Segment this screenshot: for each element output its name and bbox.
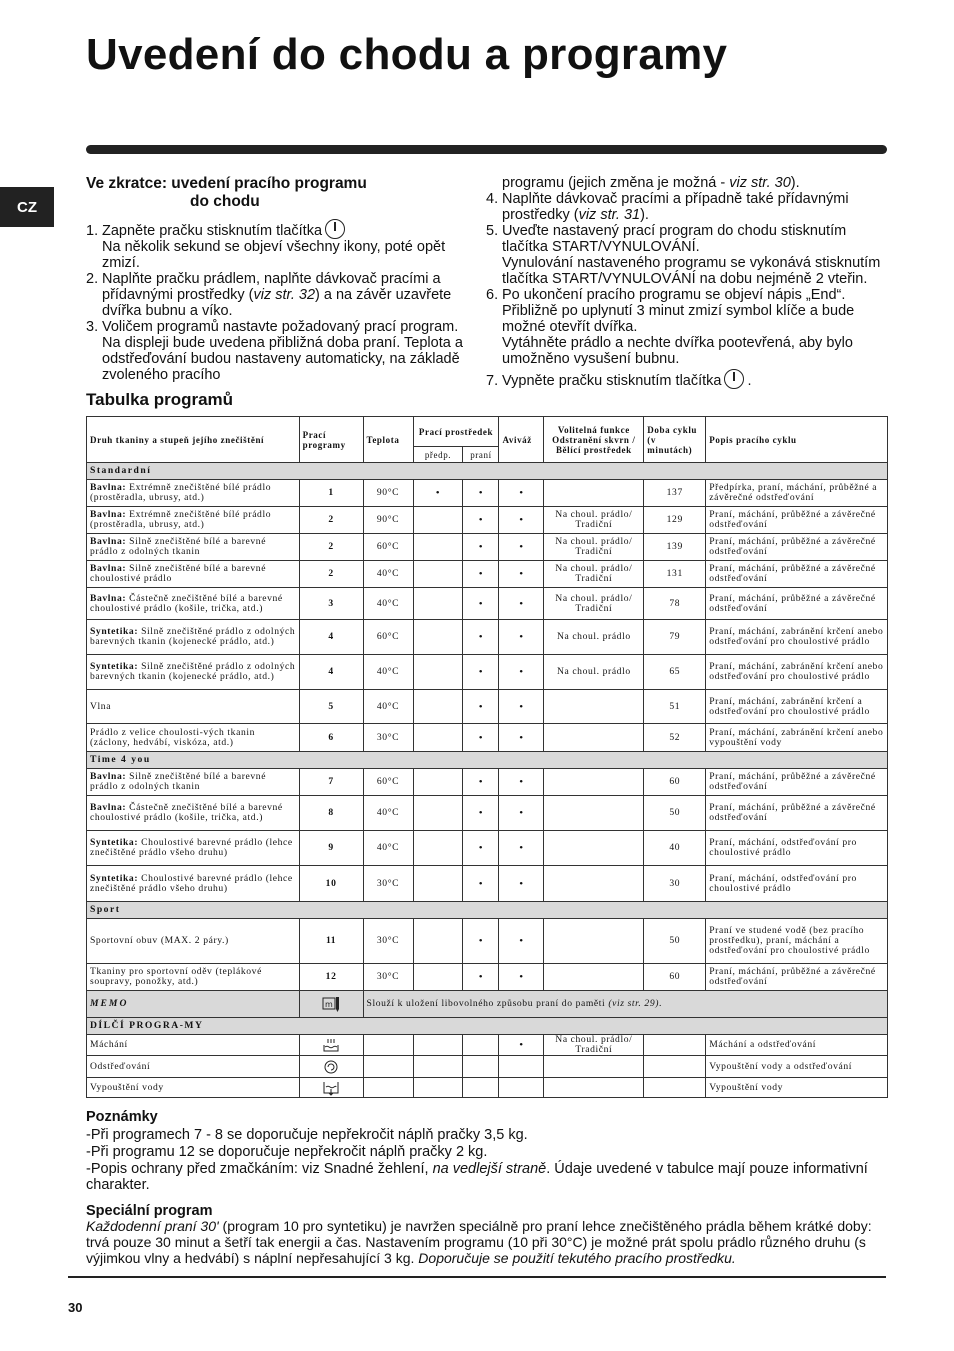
- fabric-cell: [87, 507, 300, 534]
- step-2: 2. Naplňte pračku prádlem, naplňte dávkovač pracími a přídavnými prostředky (viz str. 32) a na závěr uzavřete dvířka bubnu a víko.: [86, 271, 452, 319]
- fabric-cell: [87, 866, 300, 902]
- prewash-dot: [413, 866, 463, 902]
- cycle-description: Praní ve studené vodě (bez pracího prostředku), praní, máchání a odstřeďování pro choulostivé prádlo: [706, 919, 888, 964]
- temperature: 60°C: [363, 534, 413, 561]
- section-partial: [87, 1018, 888, 1035]
- empty-cell: [363, 1035, 413, 1056]
- partial-row: [87, 1078, 888, 1098]
- fabric-type: Syntetika:: [90, 872, 139, 884]
- quick-start-right: [486, 175, 896, 389]
- header-wash: praní: [463, 447, 499, 463]
- program-number: 10: [299, 866, 363, 902]
- wash-dot: •: [463, 588, 499, 620]
- fabric-cell: [87, 919, 300, 964]
- program-row: [87, 480, 888, 507]
- program-table: [86, 416, 888, 1098]
- fabric-cell: [87, 724, 300, 752]
- duration: 40: [644, 831, 706, 866]
- duration: 129: [644, 507, 706, 534]
- header-description: Popis pracího cyklu: [706, 417, 888, 463]
- header-fabric: Druh tkaniny a stupeň jejího znečištění: [87, 417, 300, 463]
- rinse-icon: [299, 1035, 363, 1056]
- temperature: 40°C: [363, 588, 413, 620]
- program-number: 7: [299, 769, 363, 796]
- fabric-desc: Prádlo z velice choulosti-vých tkanin (záclony, hedvábí, viskóza, atd.): [90, 726, 256, 748]
- option-cell: Na choul. prádlo/ Tradiční: [544, 588, 644, 620]
- empty-cell: [413, 1078, 463, 1098]
- section-time4you-label: Time 4 you: [87, 752, 888, 769]
- memo-row: [87, 991, 888, 1018]
- fabric-type: Bavlna:: [90, 592, 127, 604]
- duration: 131: [644, 561, 706, 588]
- prewash-dot: [413, 561, 463, 588]
- fabric-type: Bavlna:: [90, 482, 127, 493]
- temperature: 60°C: [363, 620, 413, 655]
- wash-dot: •: [463, 769, 499, 796]
- fabric-desc: Choulostivé barevné prádlo (lehce znečištěné prádlo všeho druhu): [90, 837, 293, 858]
- temperature: 90°C: [363, 480, 413, 507]
- softener-dot: •: [499, 964, 544, 991]
- option-cell: [544, 964, 644, 991]
- temperature: 40°C: [363, 655, 413, 690]
- option-cell: Na choul. prádlo: [544, 655, 644, 690]
- special-text: Každodenní praní 30' (program 10 pro syntetiku) je navržen speciálně pro praní lehce znečištěného prádla během krátké doby: trvá pouze 30 minut a šetří tak energii a čas. Nastavením programu (10 při 30°C) je možné prát spolu prádlo různého druhu (s výjimkou vlny a hedvábí) s náplní nepřesahující 3 kg. Doporučuje se použití tekutého pracího prostředku.: [86, 1218, 872, 1266]
- program-number: 5: [299, 690, 363, 724]
- program-number: 12: [299, 964, 363, 991]
- wash-dot: •: [463, 964, 499, 991]
- softener-dot: •: [499, 588, 544, 620]
- fabric-desc: Silně znečištěné prádlo z odolných barevných tkanin (kojenecké prádlo, atd.): [90, 626, 296, 647]
- header-program: Prací programy: [299, 417, 363, 463]
- program-row: [87, 534, 888, 561]
- fabric-type: Bavlna:: [90, 771, 127, 782]
- fabric-desc: Extrémně znečištěné bílé prádlo (prostěradla, ubrusy, atd.): [90, 509, 272, 530]
- softener-dot: •: [499, 866, 544, 902]
- program-number: 9: [299, 831, 363, 866]
- duration: 137: [644, 480, 706, 507]
- footer-rule: [68, 1276, 886, 1278]
- wash-dot: •: [463, 561, 499, 588]
- power-icon: [724, 369, 744, 389]
- wash-dot: •: [463, 831, 499, 866]
- softener-dot: •: [499, 831, 544, 866]
- option-cell: [544, 919, 644, 964]
- fabric-cell: [87, 588, 300, 620]
- prewash-dot: [413, 964, 463, 991]
- empty-cell: [363, 1056, 413, 1078]
- prewash-dot: [413, 534, 463, 561]
- fabric-cell: [87, 690, 300, 724]
- title-rule: [86, 145, 887, 154]
- cycle-description: Praní, máchání, průběžné a závěrečné odstřeďování: [706, 561, 888, 588]
- fabric-desc: Extrémně znečištěné bílé prádlo (prostěradla, ubrusy, atd.): [90, 482, 272, 503]
- option-cell: [544, 796, 644, 831]
- temperature: 40°C: [363, 690, 413, 724]
- duration: 78: [644, 588, 706, 620]
- empty-cell: [644, 1056, 706, 1078]
- program-row: [87, 769, 888, 796]
- program-row: [87, 507, 888, 534]
- duration: 60: [644, 964, 706, 991]
- fabric-type: Bavlna:: [90, 509, 127, 520]
- temperature: 40°C: [363, 831, 413, 866]
- wash-dot: •: [463, 655, 499, 690]
- header-prewash: předp.: [413, 447, 463, 463]
- program-number: 4: [299, 655, 363, 690]
- step-5: 5. Uveďte nastavený prací program do chodu stisknutím tlačítka START/VYNULOVÁNÍ. Vynulování nastaveného programu se vykonává stisknutím tlačítka START/VYNULOVÁNÍ na dobu nejméně 2 vteřin.: [486, 223, 881, 287]
- fabric-desc: Choulostivé barevné prádlo (lehce znečištěné prádlo všeho druhu): [90, 872, 293, 894]
- program-row: [87, 964, 888, 991]
- empty-cell: [463, 1035, 499, 1056]
- page-number: 30: [68, 1300, 83, 1315]
- option-cell: [544, 1056, 644, 1078]
- temperature: 60°C: [363, 769, 413, 796]
- cycle-description: Vypouštění vody: [706, 1078, 888, 1098]
- step-3-cont: programu (jejich změna je možná - viz str. 30).: [502, 175, 800, 191]
- fabric-cell: [87, 964, 300, 991]
- empty-cell: [644, 1078, 706, 1098]
- option-cell: Na choul. prádlo/ Tradiční: [544, 1035, 644, 1056]
- temperature: 30°C: [363, 919, 413, 964]
- prewash-dot: [413, 690, 463, 724]
- fabric-cell: [87, 534, 300, 561]
- softener-dot: •: [499, 561, 544, 588]
- option-cell: [544, 480, 644, 507]
- partial-row: [87, 1035, 888, 1056]
- option-cell: [544, 690, 644, 724]
- program-row: [87, 588, 888, 620]
- step-1: 1. Zapněte pračku stisknutím tlačítka Na několik sekund se objeví všechny ikony, poté opět zmizí.: [86, 219, 471, 271]
- empty-cell: [413, 1035, 463, 1056]
- section-sport-label: Sport: [87, 902, 888, 919]
- note-1: -Při programech 7 - 8 se doporučuje nepřekročit náplň pračky 3,5 kg.: [86, 1126, 528, 1143]
- fabric-type: Syntetika:: [90, 837, 139, 848]
- cycle-description: Máchání a odstřeďování: [706, 1035, 888, 1056]
- fabric-cell: [87, 831, 300, 866]
- duration: 60: [644, 769, 706, 796]
- softener-dot: •: [499, 534, 544, 561]
- fabric-desc: Vlna: [90, 700, 112, 712]
- partial-name: Vypouštění vody: [87, 1078, 300, 1098]
- duration: 51: [644, 690, 706, 724]
- option-cell: [544, 1078, 644, 1098]
- prewash-dot: [413, 796, 463, 831]
- section-sport: [87, 902, 888, 919]
- softener-dot: •: [499, 690, 544, 724]
- program-number: 2: [299, 507, 363, 534]
- fabric-cell: [87, 796, 300, 831]
- step-6: 6. Po ukončení pracího programu se objeví nápis „End“. Přibližně po uplynutí 3 minut zmizí symbol klíče a bude možné otevřít dvířka. Vytáhněte prádlo a nechte dvířka pootevřená, aby bylo umožněno vysušení bubnu.: [486, 287, 855, 367]
- header-options: Volitelná funkce Odstranění skvrn / Bělící prostředek: [544, 417, 644, 463]
- notes-heading: Poznámky: [86, 1109, 158, 1125]
- duration: 50: [644, 919, 706, 964]
- option-cell: [544, 831, 644, 866]
- cycle-description: Praní, máchání, zabránění krčení anebo vypouštění vody: [706, 724, 888, 752]
- drain-icon: [299, 1078, 363, 1098]
- prewash-dot: •: [413, 480, 463, 507]
- note-2: -Při programu 12 se doporučuje nepřekročit náplň pračky 2 kg.: [86, 1144, 488, 1160]
- cycle-description: Praní, máchání, průběžné a závěrečné odstřeďování: [706, 964, 888, 991]
- program-number: 1: [299, 480, 363, 507]
- fabric-desc: Silně znečištěné prádlo z odolných barevných tkanin (kojenecké prádlo, atd.): [90, 661, 296, 682]
- empty-cell: [463, 1056, 499, 1078]
- quick-start-left: [86, 175, 471, 383]
- option-cell: [544, 866, 644, 902]
- fabric-cell: [87, 480, 300, 507]
- step-7: 7. Vypněte pračku stisknutím tlačítka .: [486, 369, 896, 389]
- softener-dot: •: [499, 620, 544, 655]
- quick-start-heading: Ve zkratce: uvedení pracího programu do chodu: [86, 175, 367, 210]
- cycle-description: Praní, máchání, odstřeďování pro choulostivé prádlo: [706, 866, 888, 902]
- wash-dot: •: [463, 796, 499, 831]
- wash-dot: •: [463, 534, 499, 561]
- header-softener: Aviváž: [499, 417, 544, 463]
- duration: 30: [644, 866, 706, 902]
- cycle-description: Praní, máchání, průběžné a závěrečné odstřeďování: [706, 796, 888, 831]
- program-row: [87, 620, 888, 655]
- fabric-type: Bavlna:: [90, 536, 127, 547]
- option-cell: Na choul. prádlo/ Tradiční: [544, 507, 644, 534]
- duration: 79: [644, 620, 706, 655]
- partial-name: Máchání: [87, 1035, 300, 1056]
- empty-cell: [463, 1078, 499, 1098]
- prewash-dot: [413, 507, 463, 534]
- wash-dot: •: [463, 507, 499, 534]
- temperature: 40°C: [363, 561, 413, 588]
- prewash-dot: [413, 724, 463, 752]
- partial-row: [87, 1056, 888, 1078]
- fabric-cell: [87, 620, 300, 655]
- program-number: 2: [299, 561, 363, 588]
- program-number: 6: [299, 724, 363, 752]
- cycle-description: Praní, máchání, průběžné a závěrečné odstřeďování: [706, 769, 888, 796]
- program-number: 2: [299, 534, 363, 561]
- memo-icon: [299, 991, 363, 1018]
- program-number: 11: [299, 919, 363, 964]
- fabric-desc: Tkaniny pro sportovní oděv (teplákové soupravy, ponožky, atd.): [90, 966, 262, 987]
- fabric-type: Syntetika:: [90, 626, 139, 637]
- duration: 65: [644, 655, 706, 690]
- fabric-desc: Částečně znečištěné bílé a barevné choulostivé prádlo (košile, trička, atd.): [90, 802, 283, 823]
- program-number: 4: [299, 620, 363, 655]
- fabric-cell: [87, 769, 300, 796]
- section-partial-label: DÍLČÍ PROGRA-MY: [87, 1018, 888, 1035]
- prewash-dot: [413, 919, 463, 964]
- memo-ref: (viz str. 29): [608, 998, 660, 1009]
- cycle-description: Předpírka, praní, máchání, průběžné a závěrečné odstřeďování: [706, 480, 888, 507]
- duration: 50: [644, 796, 706, 831]
- cycle-description: Vypouštění vody a odstřeďování: [706, 1056, 888, 1078]
- section-time4you: [87, 752, 888, 769]
- fabric-desc: Silně znečištěné bílé a barevné choulostivé prádlo: [90, 563, 267, 584]
- softener-dot: •: [499, 796, 544, 831]
- fabric-type: Bavlna:: [90, 802, 127, 813]
- language-tab: CZ: [0, 187, 54, 227]
- cycle-description: Praní, máchání, zabránění krčení anebo odstřeďování pro choulostivé prádlo: [706, 655, 888, 690]
- program-number: 8: [299, 796, 363, 831]
- option-cell: [544, 724, 644, 752]
- fabric-type: Syntetika:: [90, 661, 139, 672]
- header-duration: Doba cyklu (v minutách): [644, 417, 706, 463]
- softener-dot: •: [499, 507, 544, 534]
- wash-dot: •: [463, 866, 499, 902]
- prewash-dot: [413, 769, 463, 796]
- temperature: 40°C: [363, 796, 413, 831]
- program-number: 3: [299, 588, 363, 620]
- option-cell: Na choul. prádlo/ Tradiční: [544, 534, 644, 561]
- spin-icon: [299, 1056, 363, 1078]
- empty-cell: [413, 1056, 463, 1078]
- prewash-dot: [413, 655, 463, 690]
- table-title: Tabulka programů: [86, 390, 234, 409]
- softener-dot: •: [499, 919, 544, 964]
- wash-dot: •: [463, 480, 499, 507]
- prewash-dot: [413, 588, 463, 620]
- memo-end: .: [659, 998, 663, 1009]
- header-temp: Teplota: [363, 417, 413, 463]
- program-row: [87, 655, 888, 690]
- wash-dot: •: [463, 919, 499, 964]
- empty-cell: [644, 1035, 706, 1056]
- special-heading: Speciální program: [86, 1202, 213, 1219]
- fabric-desc: Silně znečištěné bílé a barevné prádlo z odolných tkanin: [90, 536, 267, 557]
- option-cell: [544, 769, 644, 796]
- svg-text:m: m: [325, 1000, 334, 1009]
- program-row: [87, 796, 888, 831]
- memo-label: MEMO: [87, 991, 300, 1018]
- prewash-dot: [413, 831, 463, 866]
- cycle-description: Praní, máchání, průběžné a závěrečné odstřeďování: [706, 534, 888, 561]
- cycle-description: Praní, máchání, odstřeďování pro choulostivé prádlo: [706, 831, 888, 866]
- temperature: 30°C: [363, 866, 413, 902]
- softener-dot: •: [499, 480, 544, 507]
- duration: 139: [644, 534, 706, 561]
- softener-dot: •: [499, 724, 544, 752]
- empty-cell: [363, 1078, 413, 1098]
- softener-dot: •: [499, 1035, 544, 1056]
- notes: [86, 1109, 888, 1266]
- program-row: [87, 690, 888, 724]
- page-title: Uvedení do chodu a programy: [86, 30, 728, 79]
- temperature: 30°C: [363, 964, 413, 991]
- option-cell: Na choul. prádlo/ Tradiční: [544, 561, 644, 588]
- fabric-desc: Sportovní obuv (MAX. 2 páry.): [90, 935, 229, 946]
- fabric-type: Bavlna:: [90, 563, 127, 574]
- wash-dot: •: [463, 620, 499, 655]
- memo-desc: Slouží k uložení libovolného způsobu praní do paměti: [366, 998, 606, 1009]
- step-3: 3. Voličem programů nastavte požadovaný prací program. Na displeji bude uvedena přibližná doba praní. Teplota a odstřeďování budou nastaveny automaticky, na základě zvoleného pracího: [86, 319, 463, 383]
- cycle-description: Praní, máchání, zabránění krčení a odstřeďování pro choulostivé prádlo: [706, 690, 888, 724]
- fabric-desc: Silně znečištěné bílé a barevné prádlo z odolných tkanin: [90, 771, 267, 792]
- duration: 52: [644, 724, 706, 752]
- section-standard: Standardní: [87, 463, 888, 480]
- power-icon: [325, 219, 345, 239]
- softener-dot: •: [499, 655, 544, 690]
- fabric-cell: [87, 561, 300, 588]
- cycle-description: Praní, máchání, průběžné a závěrečné odstřeďování: [706, 588, 888, 620]
- memo-text: [363, 991, 887, 1018]
- program-row: [87, 561, 888, 588]
- program-row: [87, 919, 888, 964]
- header-detergent: Prací prostředek: [413, 417, 499, 447]
- fabric-cell: [87, 655, 300, 690]
- wash-dot: •: [463, 724, 499, 752]
- cycle-description: Praní, máchání, průběžné a závěrečné odstřeďování: [706, 507, 888, 534]
- program-row: [87, 831, 888, 866]
- fabric-desc: Částečně znečištěné bílé a barevné choulostivé prádlo (košile, trička, atd.): [90, 592, 283, 614]
- program-row: [87, 724, 888, 752]
- note-3: -Popis ochrany před zmačkáním: viz Snadné žehlení, na vedlejší straně. Údaje uvedené v tabulce mají pouze informativní charakter.: [86, 1160, 868, 1193]
- wash-dot: •: [463, 690, 499, 724]
- cycle-description: Praní, máchání, zabránění krčení anebo odstřeďování pro choulostivé prádlo: [706, 620, 888, 655]
- option-cell: Na choul. prádlo: [544, 620, 644, 655]
- temperature: 30°C: [363, 724, 413, 752]
- softener-dot: [499, 1056, 544, 1078]
- temperature: 90°C: [363, 507, 413, 534]
- prewash-dot: [413, 620, 463, 655]
- partial-name: Odstřeďování: [87, 1056, 300, 1078]
- program-row: [87, 866, 888, 902]
- step-4: 4. Naplňte dávkovač pracími a případně také přídavnými prostředky (viz str. 31).: [486, 191, 849, 223]
- softener-dot: [499, 1078, 544, 1098]
- softener-dot: •: [499, 769, 544, 796]
